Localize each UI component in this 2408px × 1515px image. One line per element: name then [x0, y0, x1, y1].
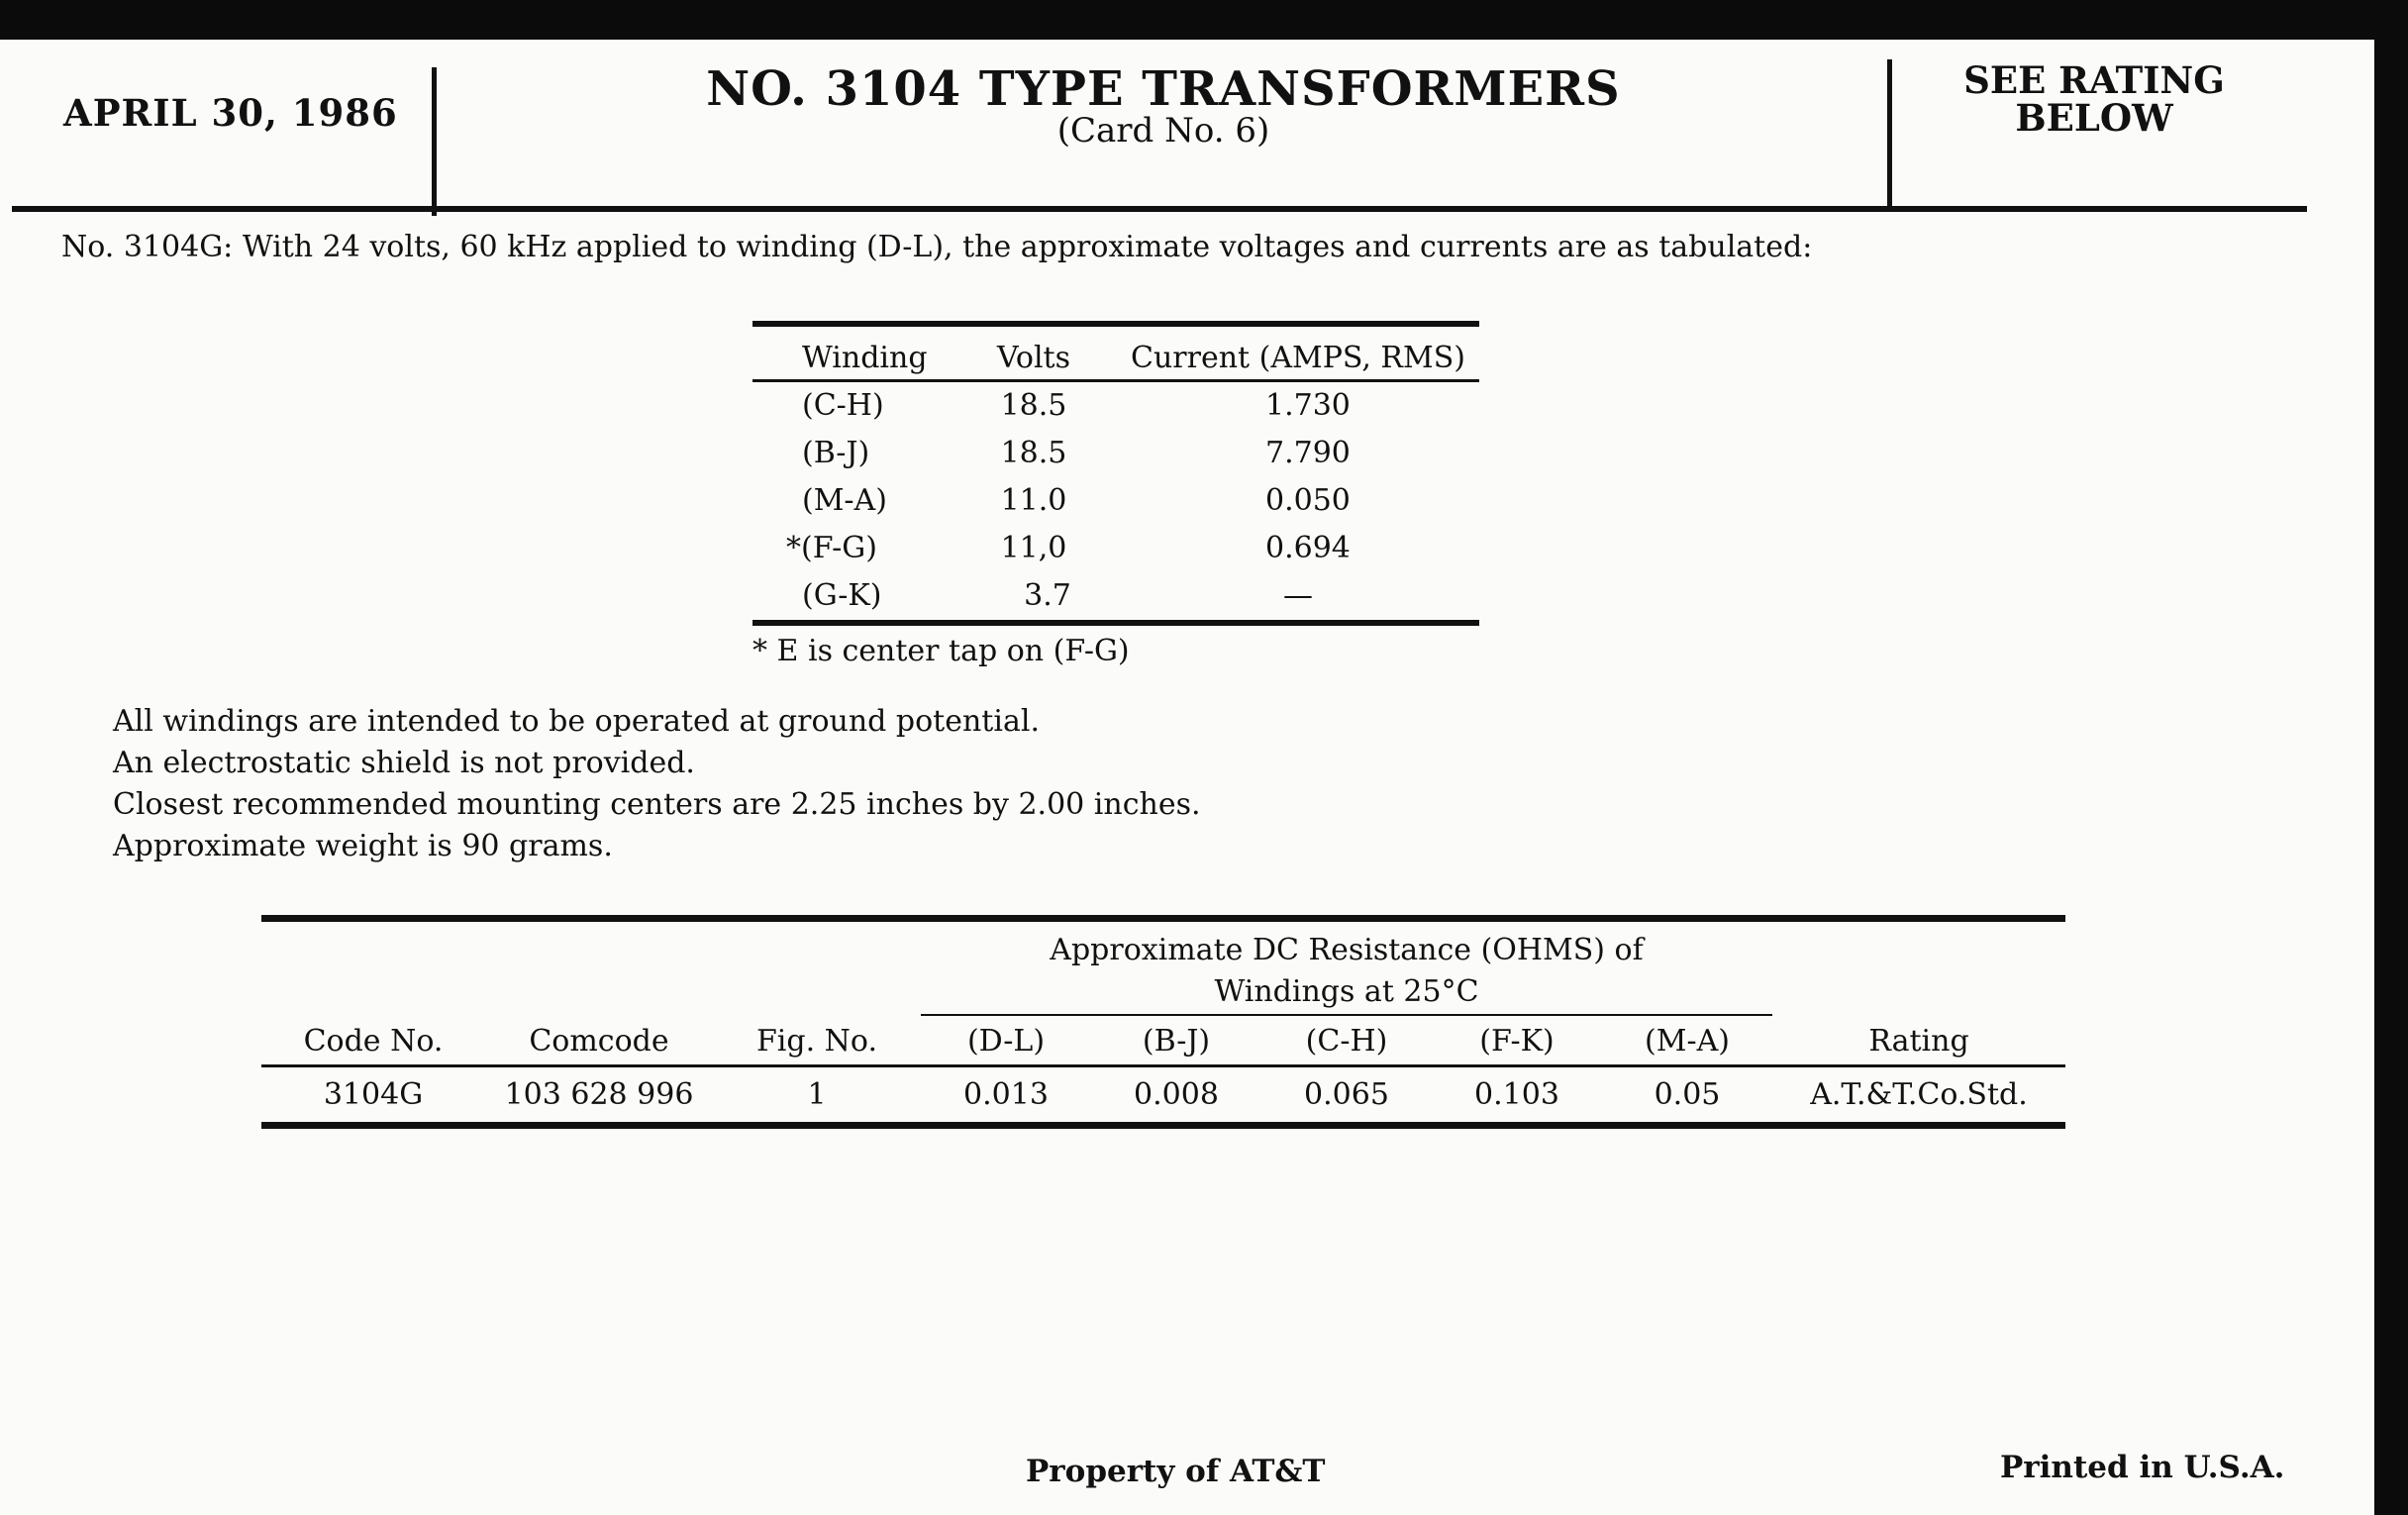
footer-property: Property of AT&T	[1026, 1454, 1326, 1489]
current-cell: 1.730	[1265, 388, 1351, 423]
winding-cell: (M-A)	[802, 483, 887, 518]
spec-table-group-row	[261, 919, 2065, 1016]
rating-line-1: SEE RATING	[1963, 58, 2225, 102]
card-date: APRIL 30, 1986	[63, 91, 398, 135]
col-winding: Winding	[752, 324, 951, 381]
footer-printed: Printed in U.S.A.	[2000, 1450, 2285, 1485]
intro-text: No. 3104G: With 24 volts, 60 kHz applied to winding (D-L), the approximate voltages and currents are as tabulated:	[61, 230, 1813, 264]
spacer-cell	[485, 919, 713, 1016]
col-comcode: Comcode	[485, 1015, 713, 1066]
spec-table	[261, 915, 2065, 1129]
winding-cell: (C-H)	[802, 388, 884, 423]
page-title: NO. 3104 TYPE TRANSFORMERS	[706, 61, 1621, 117]
table-row	[752, 572, 1479, 623]
note-line: An electrostatic shield is not provided.	[113, 746, 695, 780]
col-code-no: Code No.	[261, 1015, 485, 1066]
col-volts: Volts	[951, 324, 1117, 381]
table-row	[261, 1066, 2065, 1126]
dl-cell: 0.013	[921, 1066, 1091, 1126]
rating-notice	[1911, 58, 2277, 140]
current-cell: 0.050	[1265, 483, 1351, 518]
col-bj: (B-J)	[1091, 1015, 1261, 1066]
note-line: All windings are intended to be operated at ground potential.	[113, 704, 1040, 739]
group-header-line-2: Windings at 25°C	[1214, 974, 1479, 1009]
note-line: Approximate weight is 90 grams.	[113, 829, 613, 863]
volts-cell: 11,0	[1000, 531, 1067, 565]
col-rating: Rating	[1772, 1015, 2065, 1066]
winding-table-header	[752, 324, 1479, 381]
volts-cell: 3.7	[951, 572, 1117, 623]
header-rule	[12, 206, 2307, 212]
note-line: Closest recommended mounting centers are 2.25 inches by 2.00 inches.	[113, 787, 1201, 822]
rating-line-2: BELOW	[2015, 96, 2173, 140]
spacer-cell	[1772, 919, 2065, 1016]
ch-cell: 0.065	[1261, 1066, 1432, 1126]
col-fig-no: Fig. No.	[713, 1015, 921, 1066]
rating-cell: A.T.&T.Co.Std.	[1772, 1066, 2065, 1126]
current-cell: 7.790	[1265, 436, 1351, 470]
group-header-line-1: Approximate DC Resistance (OHMS) of	[1050, 933, 1644, 967]
resistance-group-header	[921, 919, 1772, 1016]
bj-cell: 0.008	[1091, 1066, 1261, 1126]
table-row	[752, 430, 1479, 477]
fig-no-cell: 1	[713, 1066, 921, 1126]
col-dl: (D-L)	[921, 1015, 1091, 1066]
volts-cell: 18.5	[1000, 436, 1067, 470]
current-cell: 0.694	[1265, 531, 1351, 565]
volts-cell: 11.0	[1000, 483, 1067, 518]
winding-cell: (G-K)	[752, 572, 951, 623]
spacer-cell	[261, 919, 485, 1016]
current-cell: —	[1117, 572, 1479, 623]
header-divider-right	[1887, 59, 1892, 208]
header-divider-left	[432, 67, 437, 216]
table-row	[752, 381, 1479, 431]
winding-cell: (B-J)	[802, 436, 870, 470]
table-footnote: * E is center tap on (F-G)	[752, 634, 1130, 668]
col-ch: (C-H)	[1261, 1015, 1432, 1066]
col-ma: (M-A)	[1602, 1015, 1772, 1066]
code-no-cell: 3104G	[261, 1066, 485, 1126]
winding-table	[752, 321, 1479, 626]
table-row	[752, 525, 1479, 572]
col-fk: (F-K)	[1432, 1015, 1602, 1066]
card-number: (Card No. 6)	[1056, 111, 1270, 151]
notes	[113, 701, 1201, 867]
winding-cell: *(F-G)	[786, 531, 877, 565]
comcode-cell: 103 628 996	[485, 1066, 713, 1126]
fk-cell: 0.103	[1432, 1066, 1602, 1126]
col-current: Current (AMPS, RMS)	[1117, 324, 1479, 381]
table-row	[752, 477, 1479, 525]
volts-cell: 18.5	[1000, 388, 1067, 423]
spacer-cell	[713, 919, 921, 1016]
spec-table-header	[261, 1015, 2065, 1066]
ma-cell: 0.05	[1602, 1066, 1772, 1126]
